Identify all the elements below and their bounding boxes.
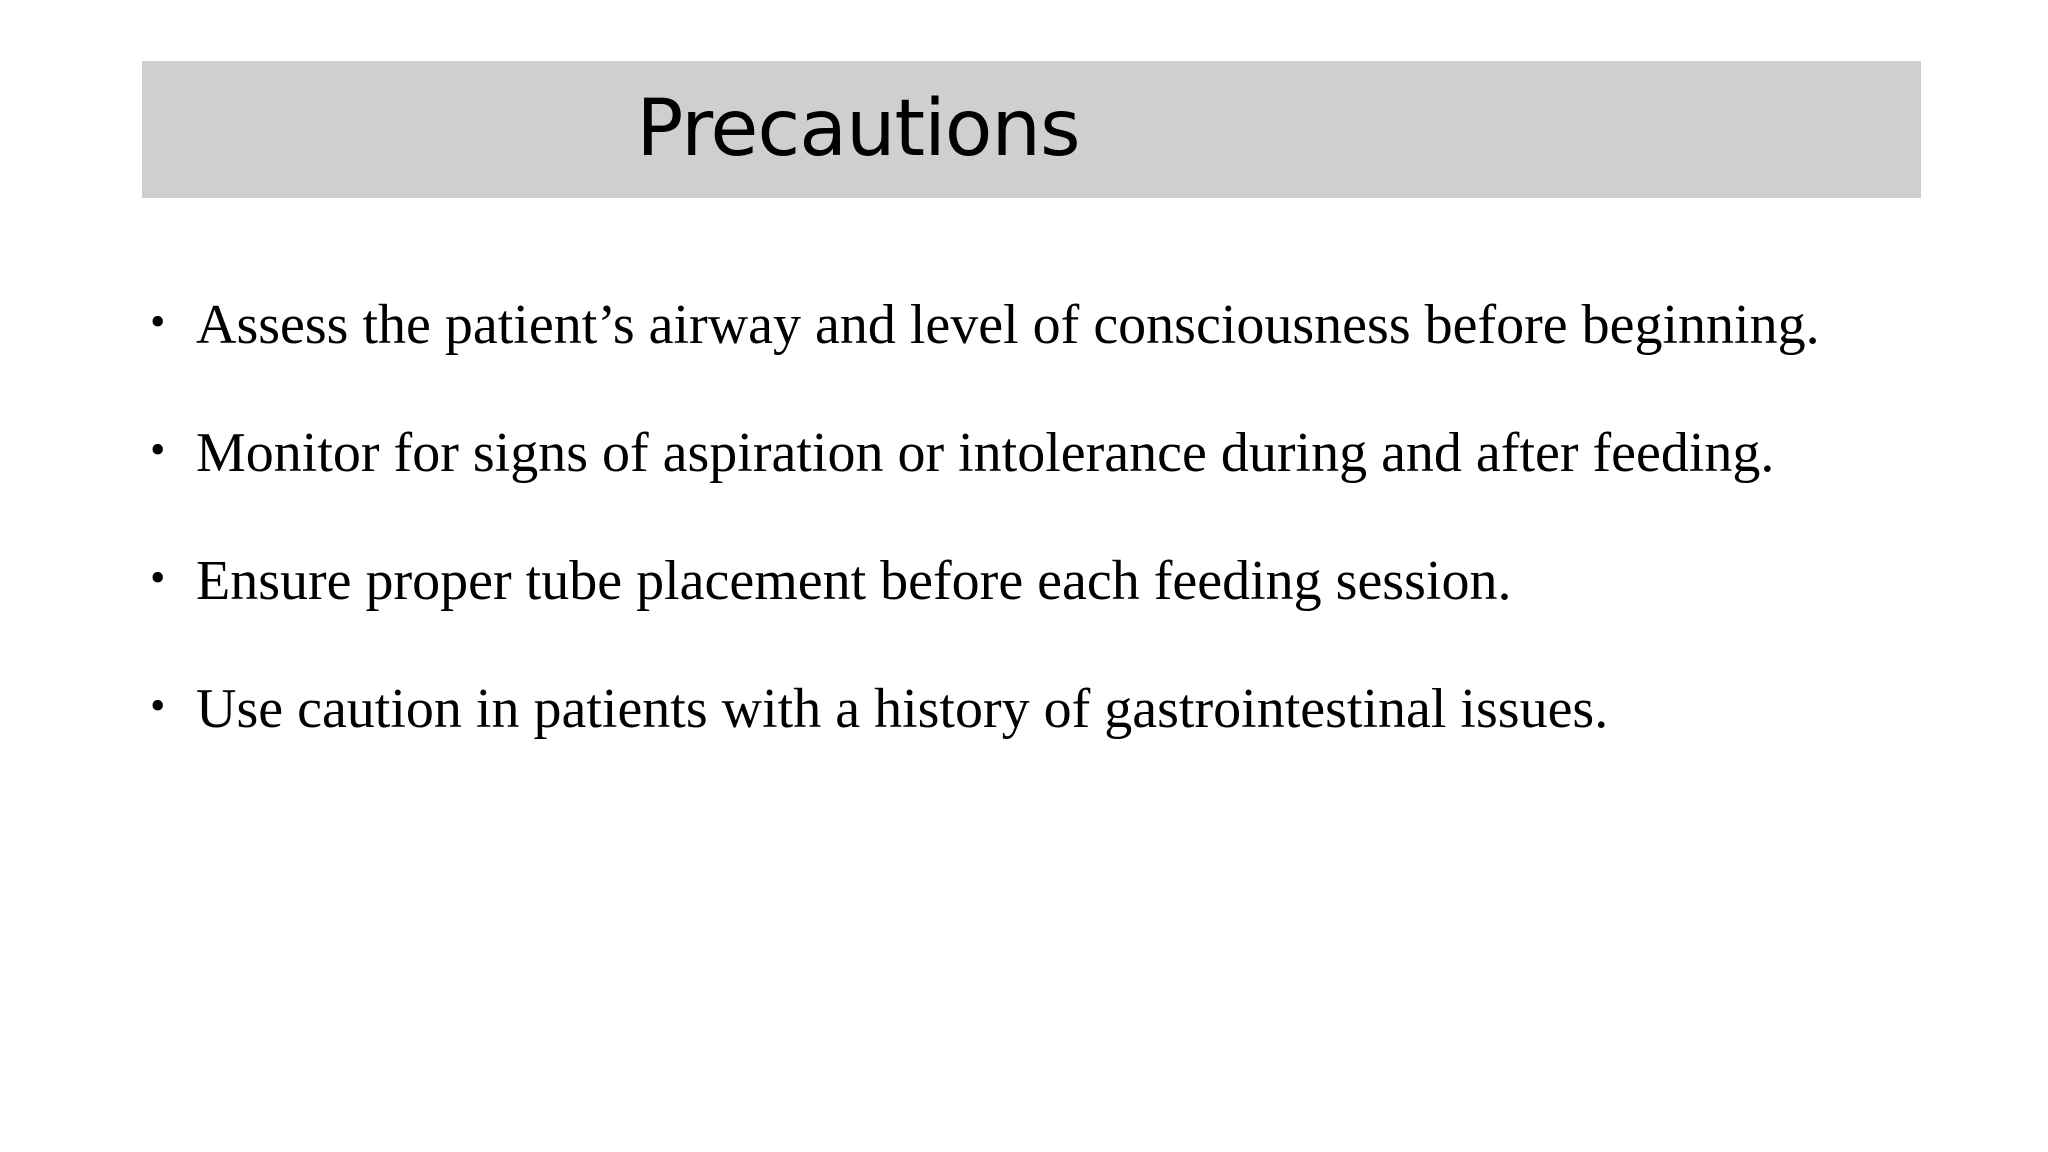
bullet-icon: • [150, 425, 166, 474]
bullet-icon: • [150, 297, 166, 346]
bullet-text: Assess the patient’s airway and level of consciousness before beginning. [196, 294, 1820, 356]
bullet-text: Monitor for signs of aspiration or intolerance during and after feeding. [196, 422, 1775, 484]
bullet-text: Ensure proper tube placement before each feeding session. [196, 550, 1512, 612]
bullet-list [148, 272, 1908, 784]
bullet-text: Use caution in patients with a history of gastrointestinal issues. [196, 678, 1609, 740]
slide-title: Precautions [636, 84, 1080, 174]
bullet-icon: • [150, 553, 166, 602]
bullet-item [148, 528, 1908, 635]
bullet-item [148, 272, 1908, 379]
bullet-item [148, 400, 1908, 507]
bullet-icon: • [150, 681, 166, 730]
title-bar [142, 61, 1921, 198]
bullet-item [148, 656, 1908, 763]
